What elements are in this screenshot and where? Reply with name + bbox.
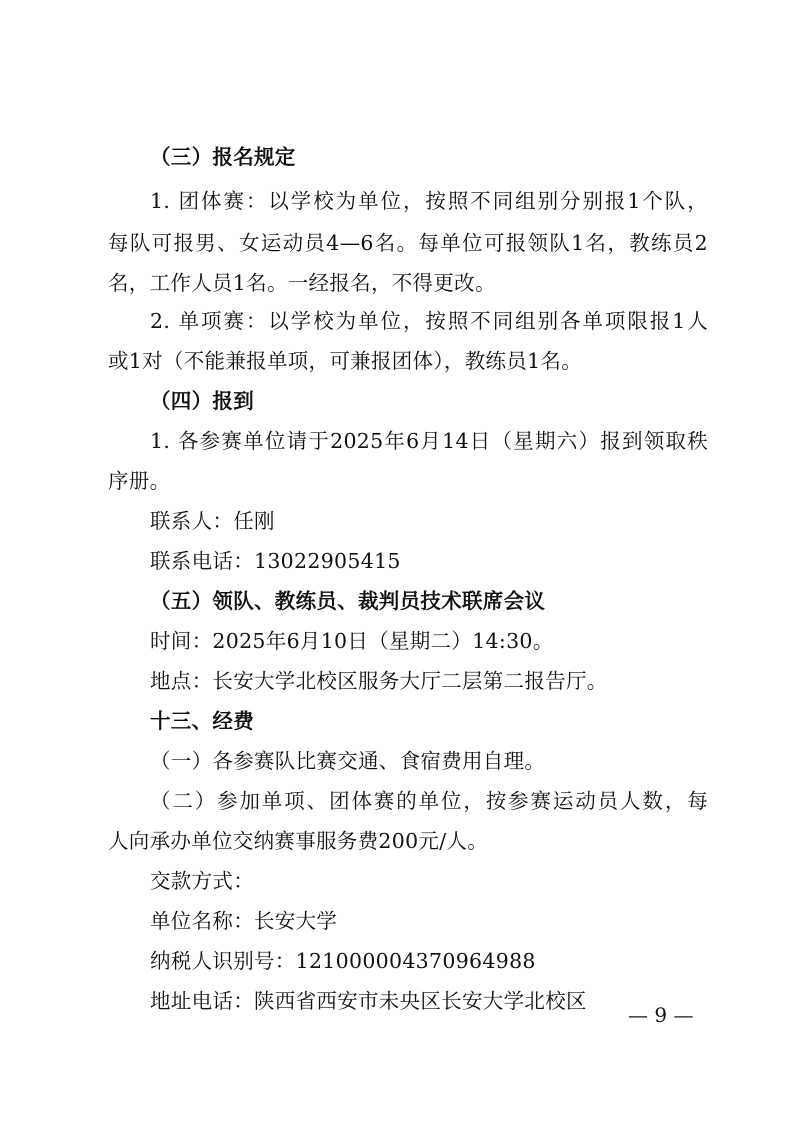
section-heading-check-in: （四）报到 [150,389,254,413]
payee-name: 单位名称：长安大学 [150,909,338,933]
section-heading-expenses: 十三、经费 [150,709,254,733]
address-phone: 地址电话：陕西省西安市未央区长安大学北校区 [150,989,587,1013]
payment-method-label: 交款方式： [150,869,254,893]
meeting-location: 地点：长安大学北校区服务大厅二层第二报告厅。 [150,669,608,693]
contact-phone: 联系电话：13022905415 [150,549,401,573]
paragraph-line: 1. 团体赛：以学校为单位，按照不同组别分别报1个队， [150,189,708,213]
paragraph-line: （二）参加单项、团体赛的单位，按参赛运动员人数，每 [150,789,708,813]
meeting-time: 时间：2025年6月10日（星期二）14:30。 [150,629,554,653]
paragraph-line: 每队可报男、女运动员4—6名。每单位可报领队1名，教练员2 [108,231,708,255]
paragraph-line: 或1对（不能兼报单项，可兼报团体），教练员1名。 [108,349,583,373]
paragraph-line: 序册。 [108,469,171,493]
taxpayer-id: 纳税人识别号：121000004370964988 [150,949,536,973]
paragraph-line: 2. 单项赛：以学校为单位，按照不同组别各单项限报1人 [150,309,708,333]
paragraph-line: 人向承办单位交纳赛事服务费200元/人。 [108,829,489,853]
paragraph-line: 名，工作人员1名。一经报名，不得更改。 [108,271,496,295]
paragraph-line: 1. 各参赛单位请于2025年6月14日（星期六）报到领取秩 [150,429,708,453]
contact-person: 联系人：任刚 [150,509,275,533]
paragraph-line: （一）各参赛队比赛交通、食宿费用自理。 [150,749,546,773]
section-heading-meeting: （五）领队、教练员、裁判员技术联席会议 [150,589,546,613]
section-heading-registration-rules: （三）报名规定 [150,145,296,169]
page-number: — 9 — [628,1003,694,1027]
